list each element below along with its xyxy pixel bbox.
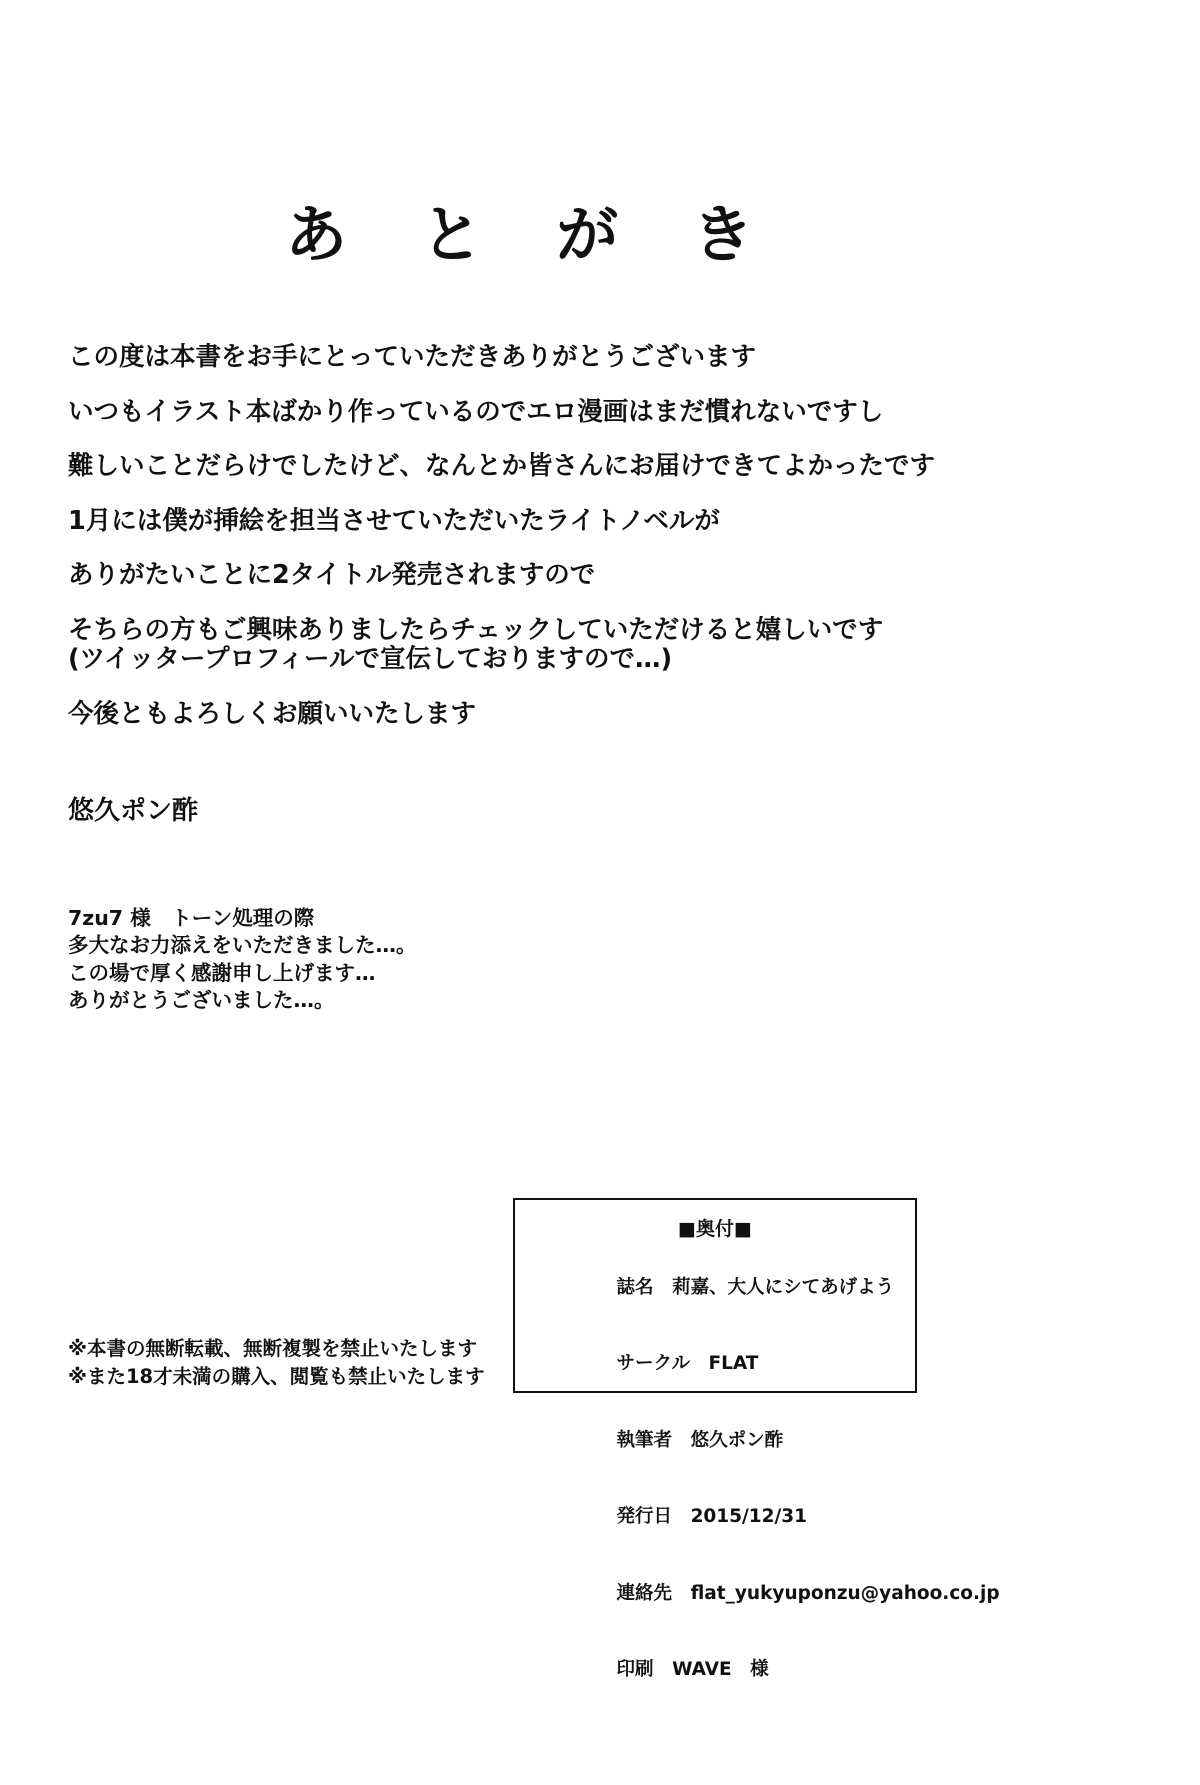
thanks-line: この場で厚く感謝申し上げます… xyxy=(68,960,376,985)
colophon-value: 莉嘉、大人にシてあげよう xyxy=(672,1276,895,1298)
colophon-value: flat_yukyuponzu@yahoo.co.jp xyxy=(690,1582,1000,1604)
colophon-row-circle xyxy=(565,1326,915,1403)
colophon-label: 執筆者 xyxy=(616,1429,673,1451)
notice-line: ※また18才未満の購入、閲覧も禁止いたします xyxy=(68,1364,485,1388)
special-thanks-block xyxy=(68,905,768,1014)
body-line: 1月には僕が挿絵を担当させていただいたライトノベルが xyxy=(68,505,720,536)
page-title: あ と が き xyxy=(285,198,780,271)
body-line: いつもイラスト本ばかり作っているのでエロ漫画はまだ慣れないですし xyxy=(68,396,884,427)
colophon-label: サークル xyxy=(616,1353,690,1375)
afterword-body xyxy=(68,342,998,756)
colophon-row-title xyxy=(565,1249,915,1326)
colophon-row-contact xyxy=(565,1555,1000,1632)
colophon-box xyxy=(513,1198,1000,1681)
author-signature: 悠久ポン酢 xyxy=(68,796,199,826)
colophon-rows xyxy=(565,1249,1000,1708)
thanks-line: 7zu7 様 トーン処理の際 xyxy=(68,906,315,930)
colophon-label: 発行日 xyxy=(616,1506,673,1528)
colophon-value: 2015/12/31 xyxy=(690,1506,808,1528)
body-line-closing: 今後ともよろしくお願いいたします xyxy=(68,698,477,729)
thanks-line: 多大なお力添えをいただきました…。 xyxy=(68,933,417,958)
colophon-value: 悠久ポン酢 xyxy=(690,1429,784,1451)
colophon-row-printer xyxy=(565,1632,915,1709)
colophon-value: FLAT xyxy=(708,1353,759,1375)
thanks-line: ありがとうございました…。 xyxy=(68,987,335,1012)
colophon-label: 連絡先 xyxy=(616,1582,673,1604)
copyright-notice xyxy=(68,1335,538,1390)
body-line: ありがたいことに2タイトル発売されますので xyxy=(68,560,596,590)
colophon-row-author xyxy=(565,1402,915,1479)
body-line: そちらの方もご興味ありましたらチェックしていただけると嬉しいです xyxy=(68,614,884,645)
body-line: この度は本書をお手にとっていただきありがとうございます xyxy=(68,342,756,372)
colophon-label: 印刷 xyxy=(616,1659,654,1681)
body-line-parenthetical: (ツイッタープロフィールで宣伝しておりますので…) xyxy=(68,644,673,674)
colophon-label: 誌名 xyxy=(616,1276,654,1298)
colophon-row-date xyxy=(565,1479,915,1556)
body-line: 難しいことだらけでしたけど、なんとか皆さんにお届けできてよかったです xyxy=(68,451,936,481)
colophon-heading: ■奥付■ xyxy=(678,1218,752,1240)
colophon-value: WAVE 様 xyxy=(672,1659,769,1681)
notice-line: ※本書の無断転載、無断複製を禁止いたします xyxy=(68,1337,477,1360)
